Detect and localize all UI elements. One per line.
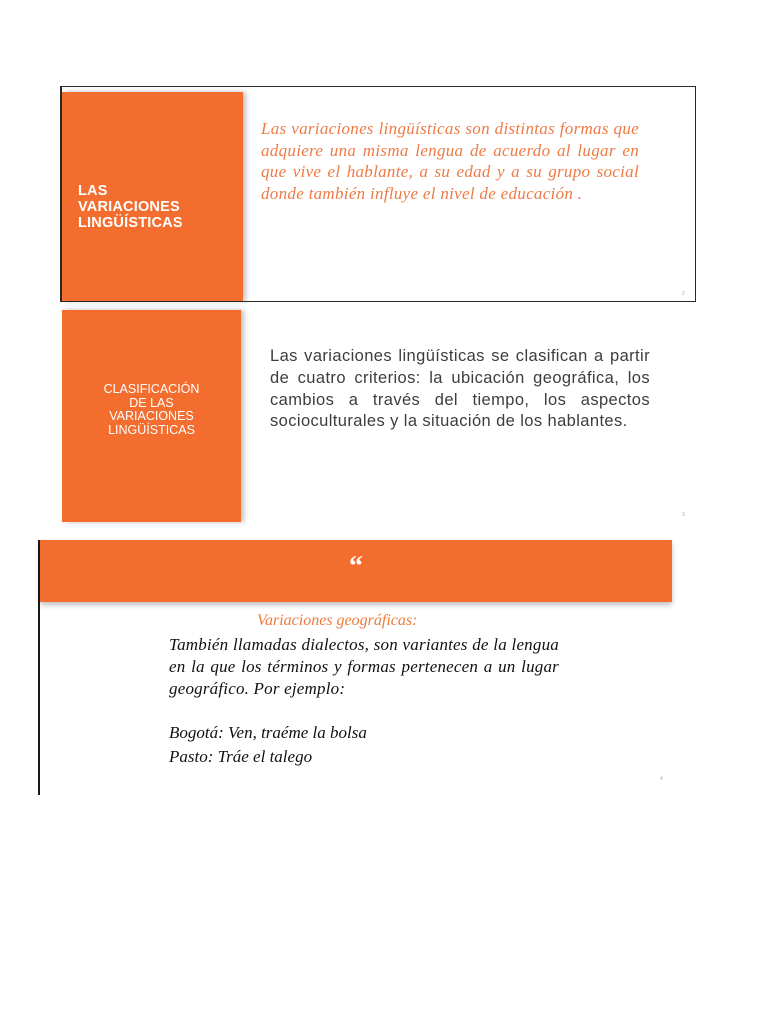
slide-header-bar bbox=[40, 540, 672, 602]
slide-variaciones-linguisticas bbox=[60, 86, 696, 302]
slide-page-number: 3 bbox=[682, 512, 685, 518]
slide-variaciones-geograficas bbox=[38, 540, 672, 795]
example-bogota: Bogotá: Ven, traéme la bolsa bbox=[169, 723, 367, 742]
definition-text: Las variaciones lingüísticas son distintas formas que adquiere una misma lengua de acuerdo al lugar en que vive el hablante, a su edad y a su grupo social donde también influye el nivel de educación . bbox=[261, 119, 639, 203]
quote-mark: “ bbox=[349, 551, 363, 582]
sidebar-title: LAS VARIACIONES LINGÜÍSTICAS bbox=[78, 183, 183, 231]
sidebar-title: CLASIFICACIÓN DE LAS VARIACIONES LINGÜÍSTICAS bbox=[103, 382, 200, 437]
example-pasto: Pasto: Tráe el talego bbox=[169, 747, 313, 766]
dialect-definition-text: También llamadas dialectos, son variantes de la lengua en la que los términos y formas pertenecen a un lugar geográfico. Por ejemplo: bbox=[169, 635, 559, 698]
section-subtitle: Variaciones geográficas: bbox=[257, 612, 418, 629]
slide-page-number: 2 bbox=[682, 291, 685, 297]
slide-clasificacion bbox=[62, 310, 696, 522]
slide-sidebar bbox=[62, 310, 241, 522]
slide-page-number: 4 bbox=[660, 776, 663, 782]
slide-sidebar bbox=[62, 92, 243, 301]
classification-text: Las variaciones lingüísticas se clasifican a partir de cuatro criterios: la ubicación geográfica, los cambios a través del tiempo, los aspectos socioculturales y la situación de los hablantes. bbox=[270, 347, 650, 431]
